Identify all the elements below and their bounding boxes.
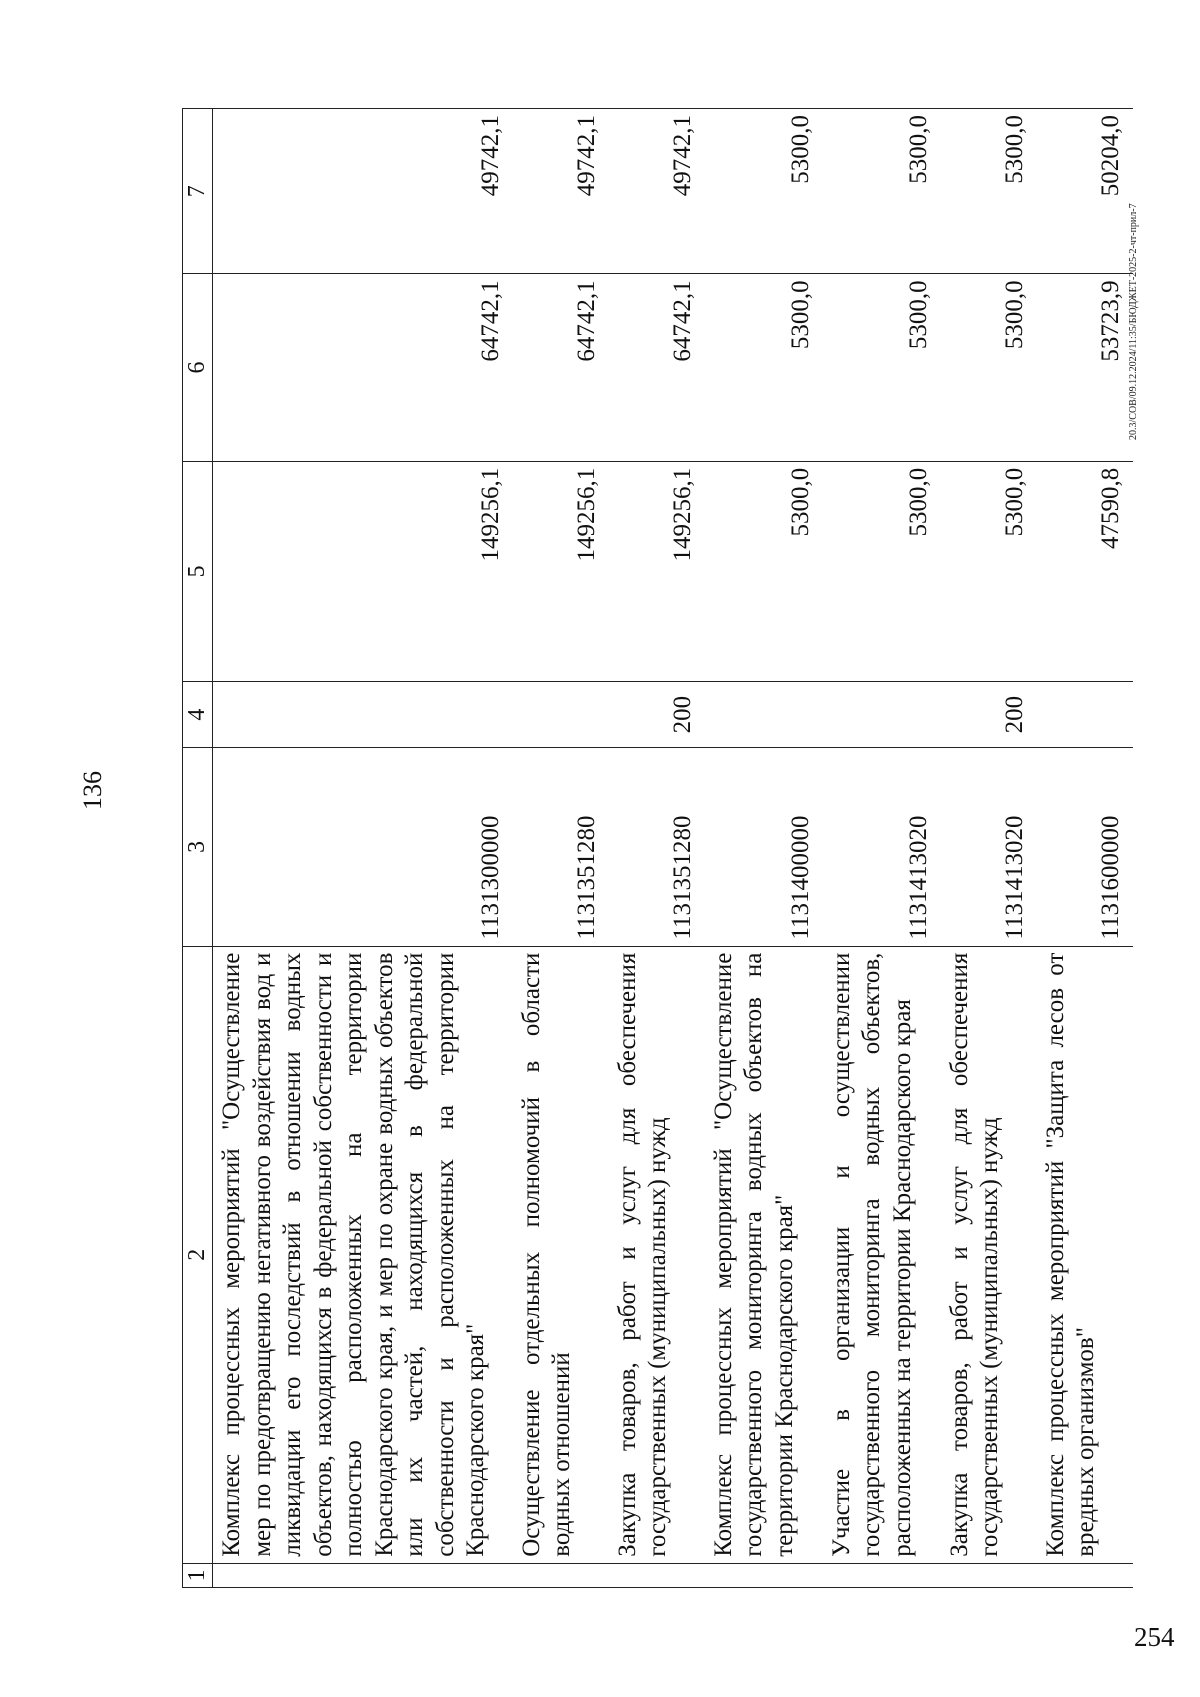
row-value-col6: 64742,1	[213, 274, 513, 461]
column-header: 3	[183, 748, 213, 946]
page-number-top: 136	[78, 771, 107, 810]
row-group	[823, 682, 941, 748]
row-value-col5: 5300,0	[823, 461, 941, 681]
row-value-col7: 5300,0	[941, 109, 1037, 274]
table-header-row	[183, 109, 213, 1588]
row-value-col5: 149256,1	[213, 461, 513, 681]
row-name: Осуществление отдельных полномочий в области водных отношений	[513, 946, 609, 1563]
col1-cell	[941, 1563, 1037, 1587]
document-footer-code: 20.3/СОВ/09.12.2024/11:35/БЮДЖЕТ-2025-2-чт-прил-7	[1128, 203, 1139, 440]
col1-cell	[1037, 1563, 1133, 1587]
table-row	[1037, 109, 1133, 1588]
table-row	[609, 109, 705, 1588]
col1-cell	[513, 1563, 609, 1587]
col1-cell	[705, 1563, 823, 1587]
row-code: 1131600000	[1037, 748, 1133, 946]
row-value-col6: 5300,0	[823, 274, 941, 461]
row-value-col7: 50204,0	[1037, 109, 1133, 274]
column-header: 6	[183, 274, 213, 461]
row-name: Закупка товаров, работ и услуг для обеспечения государственных (муниципальных) нужд	[609, 946, 705, 1563]
row-value-col7: 49742,1	[513, 109, 609, 274]
row-code: 1131351280	[513, 748, 609, 946]
column-header: 4	[183, 682, 213, 748]
table-row	[823, 109, 941, 1588]
row-value-col6: 64742,1	[609, 274, 705, 461]
row-code: 1131400000	[705, 748, 823, 946]
col1-cell	[609, 1563, 705, 1587]
row-value-col6: 64742,1	[513, 274, 609, 461]
row-value-col7: 49742,1	[213, 109, 513, 274]
row-group: 200	[941, 682, 1037, 748]
row-group	[213, 682, 513, 748]
row-value-col5: 5300,0	[941, 461, 1037, 681]
column-header: 1	[183, 1563, 213, 1587]
row-group	[705, 682, 823, 748]
table-row	[941, 109, 1037, 1588]
page-number-bottom: 254	[1134, 1622, 1175, 1652]
row-name: Комплекс процессных мероприятий "Защита лесов от вредных организмов"	[1037, 946, 1133, 1563]
row-group	[513, 682, 609, 748]
row-code: 1131413020	[823, 748, 941, 946]
budget-table-container	[182, 108, 1200, 1588]
row-group: 200	[609, 682, 705, 748]
row-code: 1131413020	[941, 748, 1037, 946]
row-value-col6: 53723,9	[1037, 274, 1133, 461]
row-name: Участие в организации и осуществлении государственного мониторинга водных объектов, расположенных на территории Краснодарского края	[823, 946, 941, 1563]
table-row	[513, 109, 609, 1588]
col1-cell	[823, 1563, 941, 1587]
col1-cell	[213, 1563, 513, 1587]
column-header: 5	[183, 461, 213, 681]
row-name: Закупка товаров, работ и услуг для обеспечения государственных (муниципальных) нужд	[941, 946, 1037, 1563]
row-value-col5: 149256,1	[609, 461, 705, 681]
row-value-col7: 5300,0	[705, 109, 823, 274]
row-name: Комплекс процессных мероприятий "Осуществление государственного мониторинга водных объектов на территории Краснодарского края"	[705, 946, 823, 1563]
row-value-col7: 5300,0	[823, 109, 941, 274]
row-code: 1131351280	[609, 748, 705, 946]
row-value-col5: 5300,0	[705, 461, 823, 681]
column-header: 2	[183, 946, 213, 1563]
row-value-col6: 5300,0	[941, 274, 1037, 461]
table-row	[213, 109, 513, 1588]
row-value-col5: 149256,1	[513, 461, 609, 681]
row-group	[1037, 682, 1133, 748]
row-value-col6: 5300,0	[705, 274, 823, 461]
row-value-col7: 49742,1	[609, 109, 705, 274]
column-header: 7	[183, 109, 213, 274]
row-name: Комплекс процессных мероприятий "Осуществление мер по предотвращению негативного воздействия вод и ликвидации его последствий в отношении водных объектов, находящихся в федеральной собственности и полностью расположенных на территории Краснодарского края, и мер по охране водных объектов или их частей, находящихся в федеральной собственности и расположенных на территории Краснодарского края"	[213, 946, 513, 1563]
table-row	[705, 109, 823, 1588]
budget-table	[182, 108, 1133, 1588]
row-code: 1131300000	[213, 748, 513, 946]
row-value-col5: 47590,8	[1037, 461, 1133, 681]
